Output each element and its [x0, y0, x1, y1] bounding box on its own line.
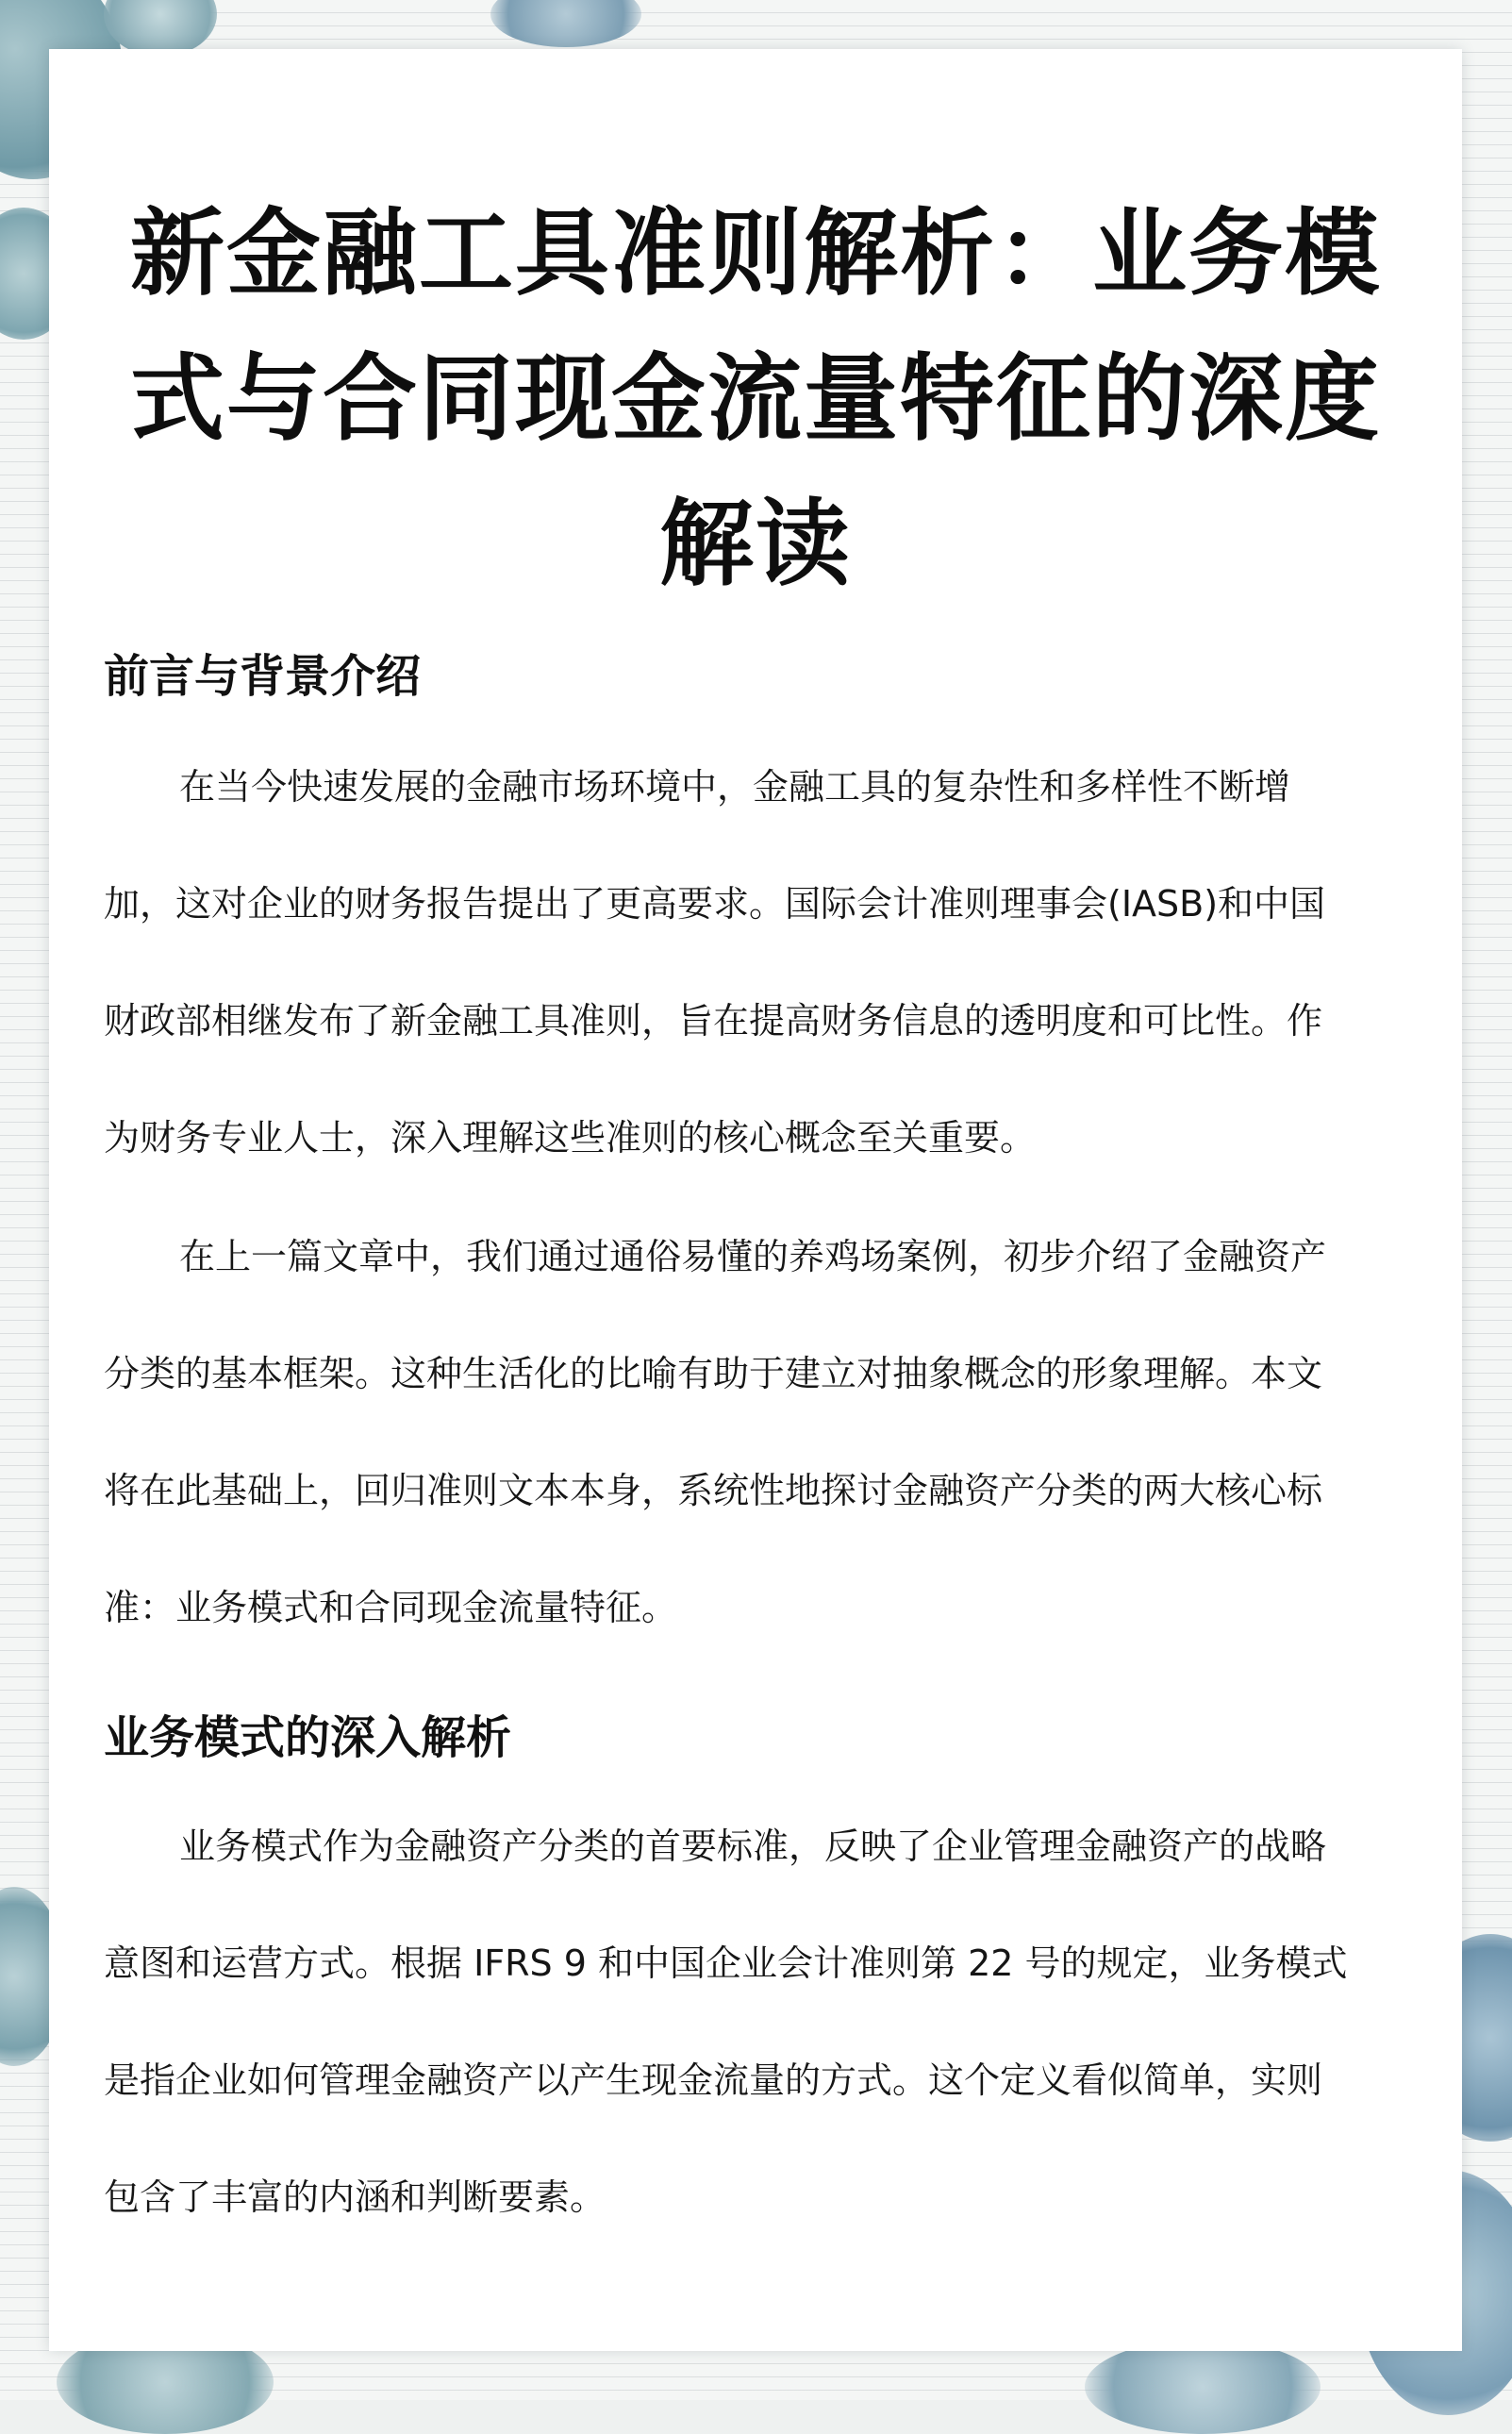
text-line: 分类的基本框架。这种生活化的比喻有助于建立对抽象概念的形象理解。本文 [104, 1353, 1323, 1394]
text-line: 将在此基础上，回归准则文本本身，系统性地探讨金融资产分类的两大核心标 [104, 1470, 1323, 1511]
text-line: 加，这对企业的财务报告提出了更高要求。国际会计准则理事会(IASB)和中国 [104, 883, 1326, 925]
article-card [49, 49, 1462, 2351]
section-heading-intro: 前言与背景介绍 [104, 650, 422, 703]
text-line: 意图和运营方式。根据 IFRS 9 和中国企业会计准则第 22 号的规定，业务模式 [104, 1942, 1348, 1984]
text-line: 包含了丰富的内涵和判断要素。 [104, 2176, 606, 2218]
text-line: 业务模式作为金融资产分类的首要标准，反映了企业管理金融资产的战略 [179, 1826, 1327, 1867]
text-line: 是指企业如何管理金融资产以产生现金流量的方式。这个定义看似简单，实则 [104, 2059, 1323, 2101]
watercolor-blob [490, 0, 641, 47]
intro-paragraph-1 [104, 728, 1438, 1196]
text-line: 财政部相继发布了新金融工具准则，旨在提高财务信息的透明度和可比性。作 [104, 1000, 1323, 1042]
text-line: 在当今快速发展的金融市场环境中，金融工具的复杂性和多样性不断增 [179, 766, 1291, 808]
text-line: 准：业务模式和合同现金流量特征。 [104, 1587, 678, 1628]
article-title [49, 181, 1462, 617]
section-heading-business-model: 业务模式的深入解析 [104, 1711, 512, 1764]
watercolor-blob [1085, 2340, 1321, 2434]
text-line: 为财务专业人士，深入理解这些准则的核心概念至关重要。 [104, 1117, 1037, 1159]
text-line: 在上一篇文章中，我们通过通俗易懂的养鸡场案例，初步介绍了金融资产 [179, 1236, 1327, 1277]
business-model-paragraph-1 [104, 1788, 1438, 2256]
intro-paragraph-2 [104, 1198, 1438, 1666]
title-line: 新金融工具准则解析：业务模 [130, 198, 1381, 308]
title-line: 式与合同现金流量特征的深度 [130, 343, 1381, 454]
title-line: 解读 [659, 489, 852, 599]
